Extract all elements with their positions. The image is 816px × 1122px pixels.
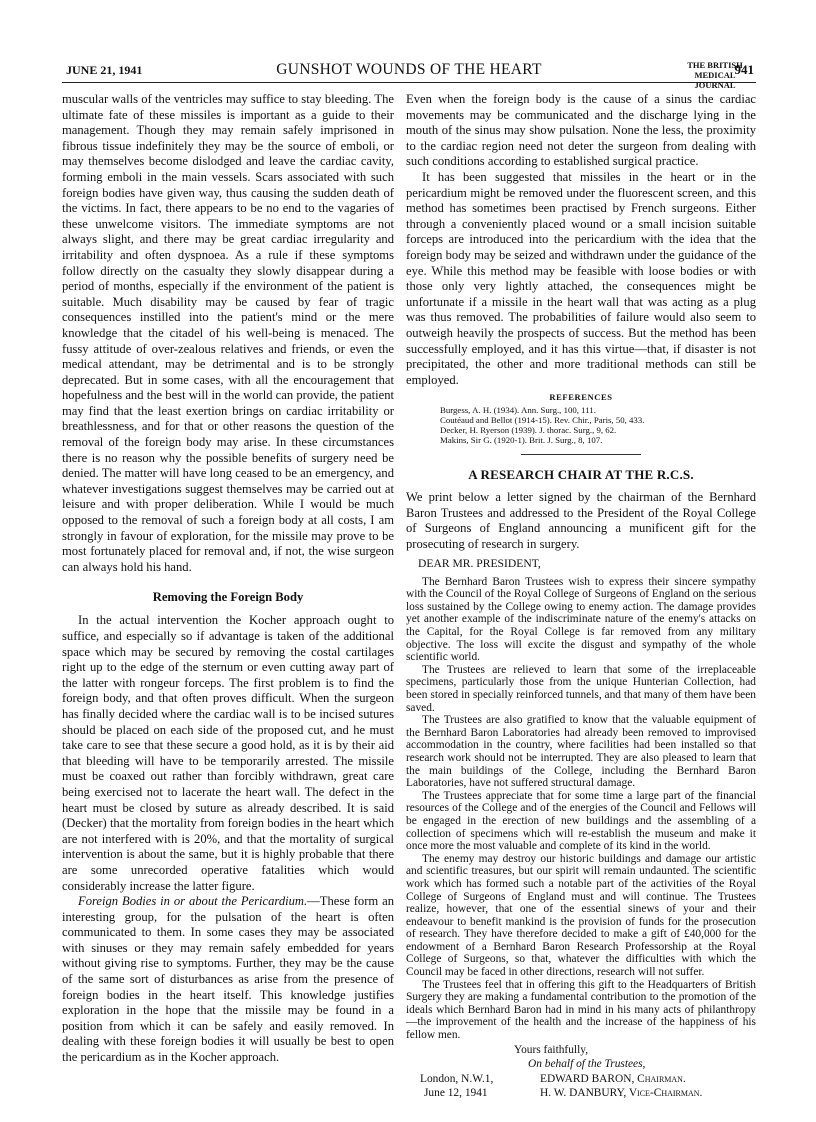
section-divider: [521, 454, 641, 455]
page-number: 941: [734, 62, 754, 77]
reference-item: Decker, H. Ryerson (1939). J. thorac. Surg., 9, 62.: [440, 425, 617, 436]
letter-introduction: We print below a letter signed by the chairman of the Bernhard Baron Trustees and addressed to the President of the Royal College of Surgeons of England announcing a munificent gift for the prosecuting of research in surgery.: [406, 490, 756, 552]
letter-paragraph: The Trustees are relieved to learn that some of the irreplaceable specimens, particularly those from the unique Hunterian Collection, had been stored in specially reinforced tunnels, and that many of them have been saved.: [406, 663, 756, 714]
subheading-removing-foreign-body: Removing the Foreign Body: [152, 590, 304, 605]
letter-salutation: DEAR MR. PRESIDENT,: [418, 556, 541, 570]
letter-paragraph: The Trustees appreciate that for some time a large part of the financial resources of the College and of the energies of the Council and Fellows will be engaged in the erection of new buildings and the assembling of a collection of specimens which will re-establish the museum and make it once more the most valuable and complete of its kind in the world.: [406, 789, 756, 853]
right-column: [406, 92, 756, 1120]
reference-item: Burgess, A. H. (1934). Ann. Surg., 100, 111.: [440, 405, 596, 416]
running-title: GUNSHOT WOUNDS OF THE HEART: [276, 61, 542, 78]
paragraph-sinus: Even when the foreign body is the cause of a sinus the cardiac movements may be communicated and the discharge lying in the mouth of the sinus may show pulsation. None the less, the proximity to the cardiac region need not deter the surgeon from dealing with such conditions according to established surgical practice.: [406, 92, 756, 169]
letter-closing: Yours faithfully,: [514, 1043, 589, 1056]
journal-name-line1: THE BRITISH: [687, 60, 743, 70]
journal-name-line2: MEDICAL JOURNAL: [694, 70, 736, 90]
paragraph-ventricles: muscular walls of the ventricles may suffice to stay bleeding. The ultimate fate of these missiles is important as a guide to their management. Though they may remain safely imprisoned in fibrous tissue indefinitely they may be the source of emboli, or may themselves become dislodged and leave the cardiac cavity, forming emboli in the main vessels. Scars associated with such foreign bodies have given way, thus causing the sudden death of the victims. In fact, there appears to be no end to the vagaries of these unwelcome visitors. The immediate symptoms are not always slight, and there may be great cardiac irregularity and irritability and often dyspnoea. As a rule if these symptoms follow directly on the casualty they slowly disappear during a period of months, especially if the environment of the patient is suitable. Much disability may be caused by fear of tragic consequences instilled into the patient's mind or the mere knowledge that the citadel of his well-being is menaced. The fussy attitude of over-zealous relatives and friends, or even the medical attendant, may be detrimental and is to be strongly deprecated. But in some cases, with all the encouragement that hopefulness and the best will in the world can provide, the patient may find that the least exertion brings on cardiac irritability or breathlessness, and for that or other reasons the question of the removal of the foreign body may arise. In these circumstances there is no reason why the possible benefits of surgery need be denied. The matter will have long ceased to be an emergency, and whatever investigations suggest themselves may be carried out at leisure and with proper deliberation. While I would be much opposed to the removal of such a foreign body at all costs, I am strongly in favour of exploration, for the missile may prove to be most fortunately placed for removal and, if not, the wise surgeon can always hold his hand.: [62, 92, 394, 574]
pericardium-lead: Foreign Bodies in or about the Pericardium.: [78, 894, 308, 909]
paragraph-fluorescent-screen: It has been suggested that missiles in the heart or in the pericardium might be removed under the fluorescent screen, and this method has sometimes been practised by French surgeons. Either through a conveniently placed wound or a small incision suitable forceps are introduced into the pericardium with the idea that the foreign body may be seized and withdrawn under the guidance of the eye. While this method may be feasible with loose bodies or with those only very lightly attached, the consequences might be unfortunate if a missile in the heart wall that was acting as a plug was thus removed. The probabilities of failure would also seem to outweigh heavily the prospects of success. But the method has been successfully employed, and it has this virtue—that, if disaster is not precipitated, the other and more traditional methods can still be employed.: [406, 169, 756, 387]
issue-date: JUNE 21, 1941: [66, 63, 143, 77]
letter-paragraph: The Trustees feel that in offering this gift to the Headquarters of British Surgery they are making a fundamental contribution to the promotion of the ideals which Bernhard Baron had in mind in his many acts of philanthropy—the improvement of the health and the increase of the happiness of his fellow men.: [406, 978, 756, 1042]
letter-paragraph: The enemy may destroy our historic buildings and damage our artistic and scientific treasures, but our spirit will remain undaunted. The scientific work which has formed such a notable part of the activities of the Royal College of Surgeons of England must and will continue. The Trustees realize, however, that one of the essential sinews of your and their endeavour to benefit mankind is the provision of funds for the prosecution of research. They have therefore decided to make a gift of £40,000 for the endowment of a Bernhard Baron Research Professorship at the Royal College of Surgeons, so that, whatever the difficulties with which the Council may be faced in other directions, research will not suffer.: [406, 852, 756, 979]
signer-chairman: EDWARD BARON, Chairman.: [540, 1072, 686, 1085]
left-column: [62, 92, 394, 1066]
section-title-research-chair: A RESEARCH CHAIR AT THE R.C.S.: [468, 467, 694, 483]
running-header: [62, 60, 756, 90]
reference-item: Coutéaud and Bellot (1914-15). Rev. Chir., Paris, 50, 433.: [440, 415, 645, 426]
references-heading: REFERENCES: [549, 392, 613, 403]
letter-paragraph: The Trustees are also gratified to know that the valuable equipment of the Bernhard Baron Laboratories had already been removed to improvised accommodation in the country, where facilities had been installed so that research work should not be interrupted. They are also pleased to learn that the main buildings of the College, including the Bernhard Baron Laboratories, have not suffered structural damage.: [406, 714, 756, 790]
signer-vice-chairman: H. W. DANBURY, Vice-Chairman.: [540, 1086, 703, 1099]
letter-place: London, N.W.1,: [420, 1072, 494, 1085]
letter-paragraph: The Bernhard Baron Trustees wish to express their sincere sympathy with the Council of the Royal College of Surgeons of England on the serious loss sustained by the College owing to enemy action. The damage provides yet another example of the indiscriminate nature of the enemy's attacks on the Capital, for the Royal College is far removed from any military objective. The loss will excite the disgust and sympathy of the whole scientific world.: [406, 575, 757, 664]
paragraph-kocher-approach: In the actual intervention the Kocher approach ought to suffice, and especially so if advantage is taken of the additional space which may be secured by removing the costal cartilages right up to the edge of the sternum or even cutting away part of the latter with rongeur forceps. The first problem is to find the foreign body, and that often proves difficult. When the surgeon has finally decided where the cardiac wall is to be incised sutures should be placed on each side of the proposed cut, and he must take care to see that these secure a good hold, as it is by their aid that bleeding will have to be temporarily arrested. The missile must be coaxed out rather than forcibly withdrawn, great care being exercised not to lacerate the heart wall. The defect in the heart must be closed by suture as already described. It is said (Decker) that the mortality from foreign bodies in the heart which are not interfered with is 20%, and that the mortality of surgical intervention is about the same, but it is highly probable that there are some unrecorded operative fatalities which would considerably increase the latter figure.: [62, 613, 394, 893]
reference-item: Makins, Sir G. (1920-1). Brit. J. Surg., 8, 107.: [440, 435, 603, 446]
letter-signature-block: [406, 1042, 756, 1120]
letter-date: June 12, 1941: [424, 1086, 488, 1099]
paragraph-pericardium: [62, 894, 394, 1066]
pericardium-text: —These form an interesting group, for the pulsation of the heart is often communicated to them. In some cases they may be associated with sinuses or they may remain safely embedded for years without giving rise to symptoms. Further, they may be the cause of the same sort of disturbances as arise from the presence of foreign bodies in the heart itself. This knowledge justifies exploration in the hope that the missile may be found in a position from which it can be safely and easily removed. In dealing with these foreign bodies it will usually be best to open the pericardium as in the Kocher approach.: [62, 894, 394, 1065]
letter-on-behalf: On behalf of the Trustees,: [528, 1057, 646, 1070]
